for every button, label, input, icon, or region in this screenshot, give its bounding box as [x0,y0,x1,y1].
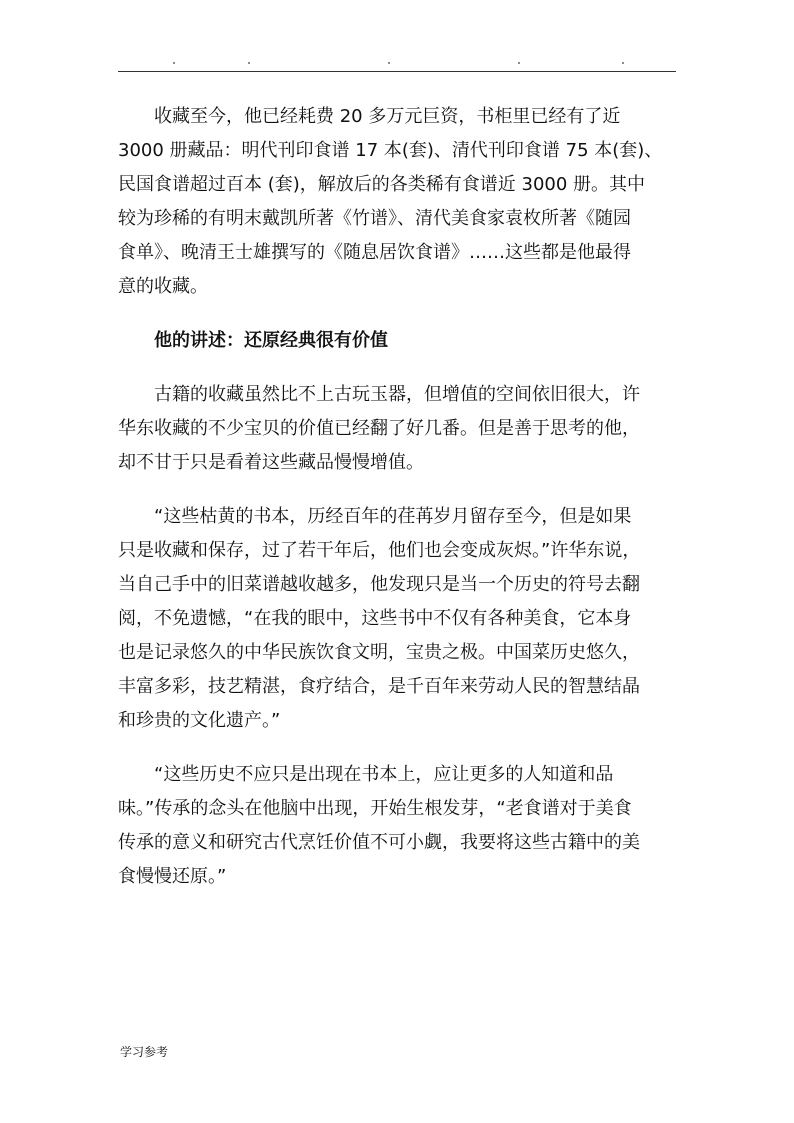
text-line: 和珍贵的文化遗产。” [118,710,281,731]
text-line: 传承的意义和研究古代烹饪价值不可小觑，我要将这些古籍中的美 [118,832,640,853]
header-dot [622,62,624,64]
text-line: 3000 册藏品：明代刊印食谱 17 本(套)、清代刊印食谱 75 本(套)、 [118,140,663,161]
text-line: 只是收藏和保存，过了若干年后，他们也会变成灰烬。”许华东说， [118,540,641,561]
paragraph-quote-two [118,758,676,894]
text-line: 意的收藏。 [118,276,208,297]
text-line: 阅，不免遗憾，“在我的眼中，这些书中不仅有各种美食，它本身 [118,608,632,629]
text-line: “这些历史不应只是出现在书本上，应让更多的人知道和品 [154,764,614,785]
footer-label: 学习参考 [120,1045,169,1059]
header-dot [518,62,520,64]
text-line: 华东收藏的不少宝贝的价值已经翻了好几番。但是善于思考的他， [118,418,640,439]
document-body [118,100,676,894]
header-rule [118,71,676,72]
text-line: 味。”传承的念头在他脑中出现，开始生根发芽，“老食谱对于美食 [118,798,632,819]
paragraph-value [118,378,676,480]
section-heading: 他的讲述：还原经典很有价值 [154,330,388,351]
text-line: 食慢慢还原。” [118,866,227,887]
text-line: 古籍的收藏虽然比不上古玩玉器，但增值的空间依旧很大，许 [154,384,640,405]
text-line: 较为珍稀的有明末戴凯所著《竹谱》、清代美食家袁枚所著《随园 [118,208,631,229]
paragraph-quote-one [118,500,676,738]
text-line: “这些枯黄的书本，历经百年的荏苒岁月留存至今，但是如果 [154,506,632,527]
paragraph-collection [118,100,676,304]
header-dot [248,62,250,64]
text-line: 当自己手中的旧菜谱越收越多，他发现只是当一个历史的符号去翻 [118,574,640,595]
header-dot [173,62,175,64]
text-line: 收藏至今，他已经耗费 20 多万元巨资，书柜里已经有了近 [154,106,621,127]
header-dot [388,62,390,64]
text-line: 食单》、晚清王士雄撰写的《随息居饮食谱》……这些都是他最得 [118,242,631,263]
text-line: 也是记录悠久的中华民族饮食文明，宝贵之极。中国菜历史悠久， [118,642,640,663]
text-line: 却不甘于只是看着这些藏品慢慢增值。 [118,452,424,473]
text-line: 丰富多彩，技艺精湛，食疗结合，是千百年来劳动人民的智慧结晶 [118,676,640,697]
header-dots [118,62,676,70]
text-line: 民国食谱超过百本 (套)，解放后的各类稀有食谱近 3000 册。其中 [118,174,646,195]
